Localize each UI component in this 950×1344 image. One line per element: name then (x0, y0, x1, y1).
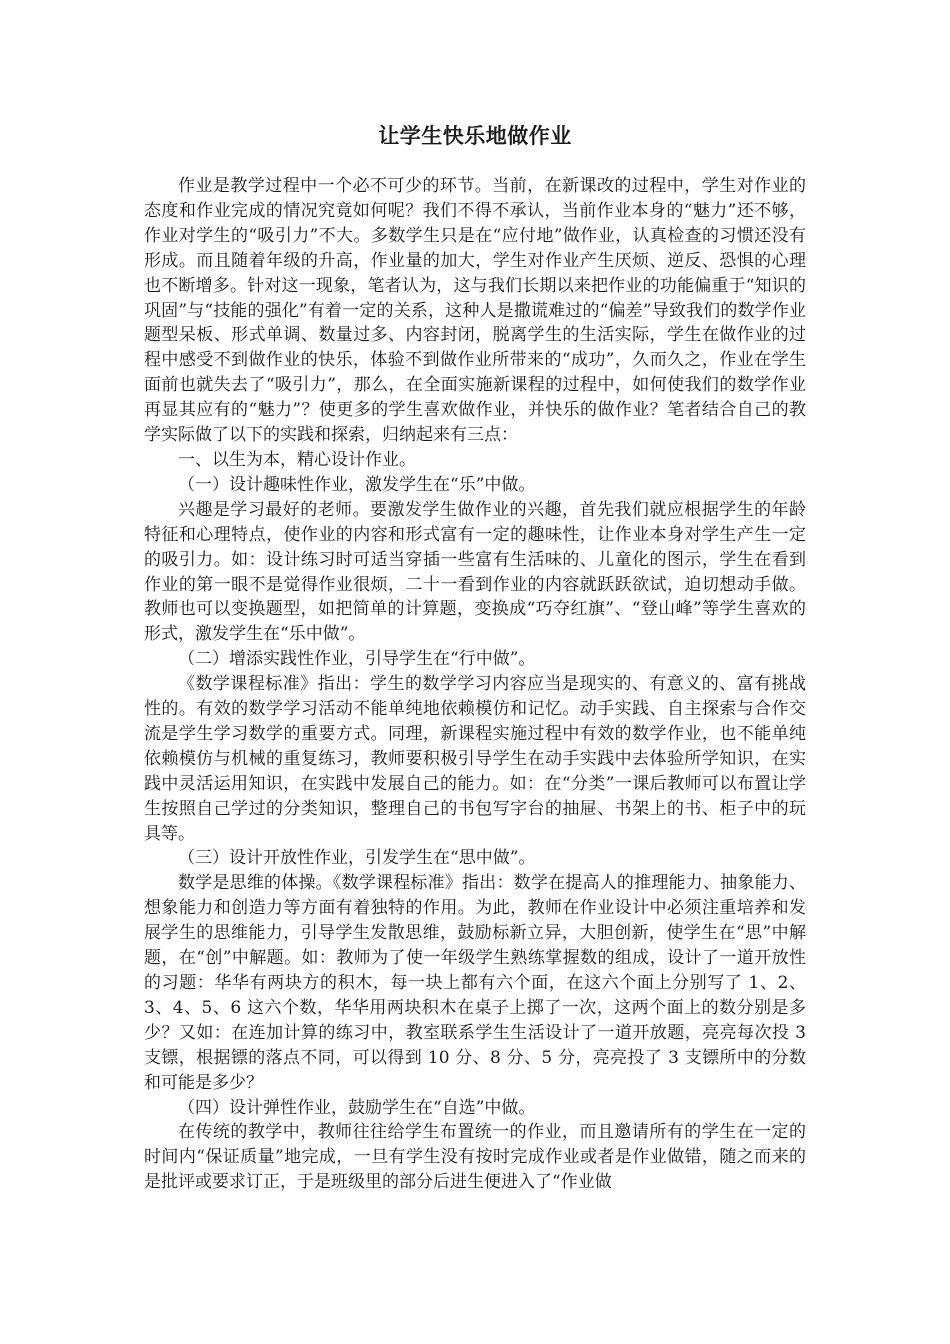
section-heading-1: 一、以生为本，精心设计作业。 (178, 449, 416, 470)
document-title: 让学生快乐地做作业 (378, 124, 572, 148)
subsection-heading-1: （一）设计趣味性作业，激发学生在“乐”中做。 (178, 474, 536, 495)
paragraph-interest: 兴趣是学习最好的老师。要激发学生做作业的兴趣，首先我们就应根据学生的年龄特征和心理特点，使作业的内容和形式富有一定的趣味性，让作业本身对学生产生一定的吸引力。如：设计练习时可适当穿插一些富有生活味的、儿童化的图示，学生在看到作业的第一眼不是觉得作业很烦，二十一看到作业的内容就跃跃欲试，迫切想动手做。教师也可以变换题型，如把简单的计算题，变换成“巧夺红旗”、“登山峰”等学生喜欢的形式，激发学生在“乐中做”。 (144, 499, 806, 645)
subsection-heading-2: （二）增添实践性作业，引导学生在“行中做”。 (178, 649, 536, 670)
paragraph-flexible: 在传统的教学中，教师往往给学生布置统一的作业，而且邀请所有的学生在一定的时间内“保证质量”地完成，一旦有学生没有按时完成作业或者是作业做错，随之而来的是批评或要求订正，于是班级里的部分后进生便进入了“作业做 (144, 1122, 806, 1193)
document-body (144, 116, 806, 1195)
paragraph-open-ended: 数学是思维的体操。《数学课程标准》指出：数学在提高人的推理能力、抽象能力、想象能力和创造力等方面有着独特的作用。为此，教师在作业设计中必须注重培养和发展学生的思维能力，引导学生发散思维，鼓励标新立异，大胆创新，使学生在“思”中解题，在“创”中解题。如：教师为了使一年级学生熟练掌握数的组成，设计了一道开放性的习题：华华有两块方的积木，每一块上都有六个面，在这六个面上分别写了 1、2、3、4、5、6 这六个数，华华用两块积木在桌子上掷了一次，这两个面上的数分别是多少？又如：在连加计算的练习中，教室联系学生生活设计了一道开放题，亮亮每次投 3 支镖，根据镖的落点不同，可以得到 10 分、8 分、5 分，亮亮投了 3 支镖所中的分数和可能是多少？ (144, 873, 806, 1093)
paragraph-practice: 《数学课程标准》指出：学生的数学学习内容应当是现实的、有意义的、富有挑战性的。有效的数学学习活动不能单纯地依赖模仿和记忆。动手实践、自主探索与合作交流是学生学习数学的重要方式。同理，新课程实施过程中有效的数学作业，也不能单纯依赖模仿与机械的重复练习，教师要积极引导学生在动手实践中去体验所学知识，在实践中灵活运用知识，在实践中发展自己的能力。如：在“分类”一课后教师可以布置让学生按照自己学过的分类知识，整理自己的书包写字台的抽屉、书架上的书、柜子中的玩具等。 (144, 674, 806, 844)
subsection-heading-3: （三）设计开放性作业，引发学生在“思中做”。 (178, 848, 536, 869)
subsection-heading-4: （四）设计弹性作业，鼓励学生在“自选”中做。 (178, 1097, 536, 1118)
paragraph-intro: 作业是教学过程中一个必不可少的环节。当前，在新课改的过程中，学生对作业的态度和作业完成的情况究竟如何呢？我们不得不承认，当前作业本身的“魅力”还不够，作业对学生的“吸引力”不大。多数学生只是在“应付地”做作业，认真检查的习惯还没有形成。而且随着年级的升高，作业量的加大，学生对作业产生厌烦、逆反、恐惧的心理也不断增多。针对这一现象，笔者认为，这与我们长期以来把作业的功能偏重于“知识的巩固”与“技能的强化”有着一定的关系，这种人是撒谎难过的“偏差”导致我们的数学作业题型呆板、形式单调、数量过多、内容封闭，脱离学生的生活实际，学生在做作业的过程中感受不到做作业的快乐，体验不到做作业所带来的“成功”，久而久之，作业在学生面前也就失去了“吸引力”，那么，在全面实施新课程的过程中，如何使我们的数学作业再显其应有的“魅力”？使更多的学生喜欢做作业，并快乐的做作业？笔者结合自己的教学实际做了以下的实践和探索，归纳起来有三点： (144, 176, 806, 446)
